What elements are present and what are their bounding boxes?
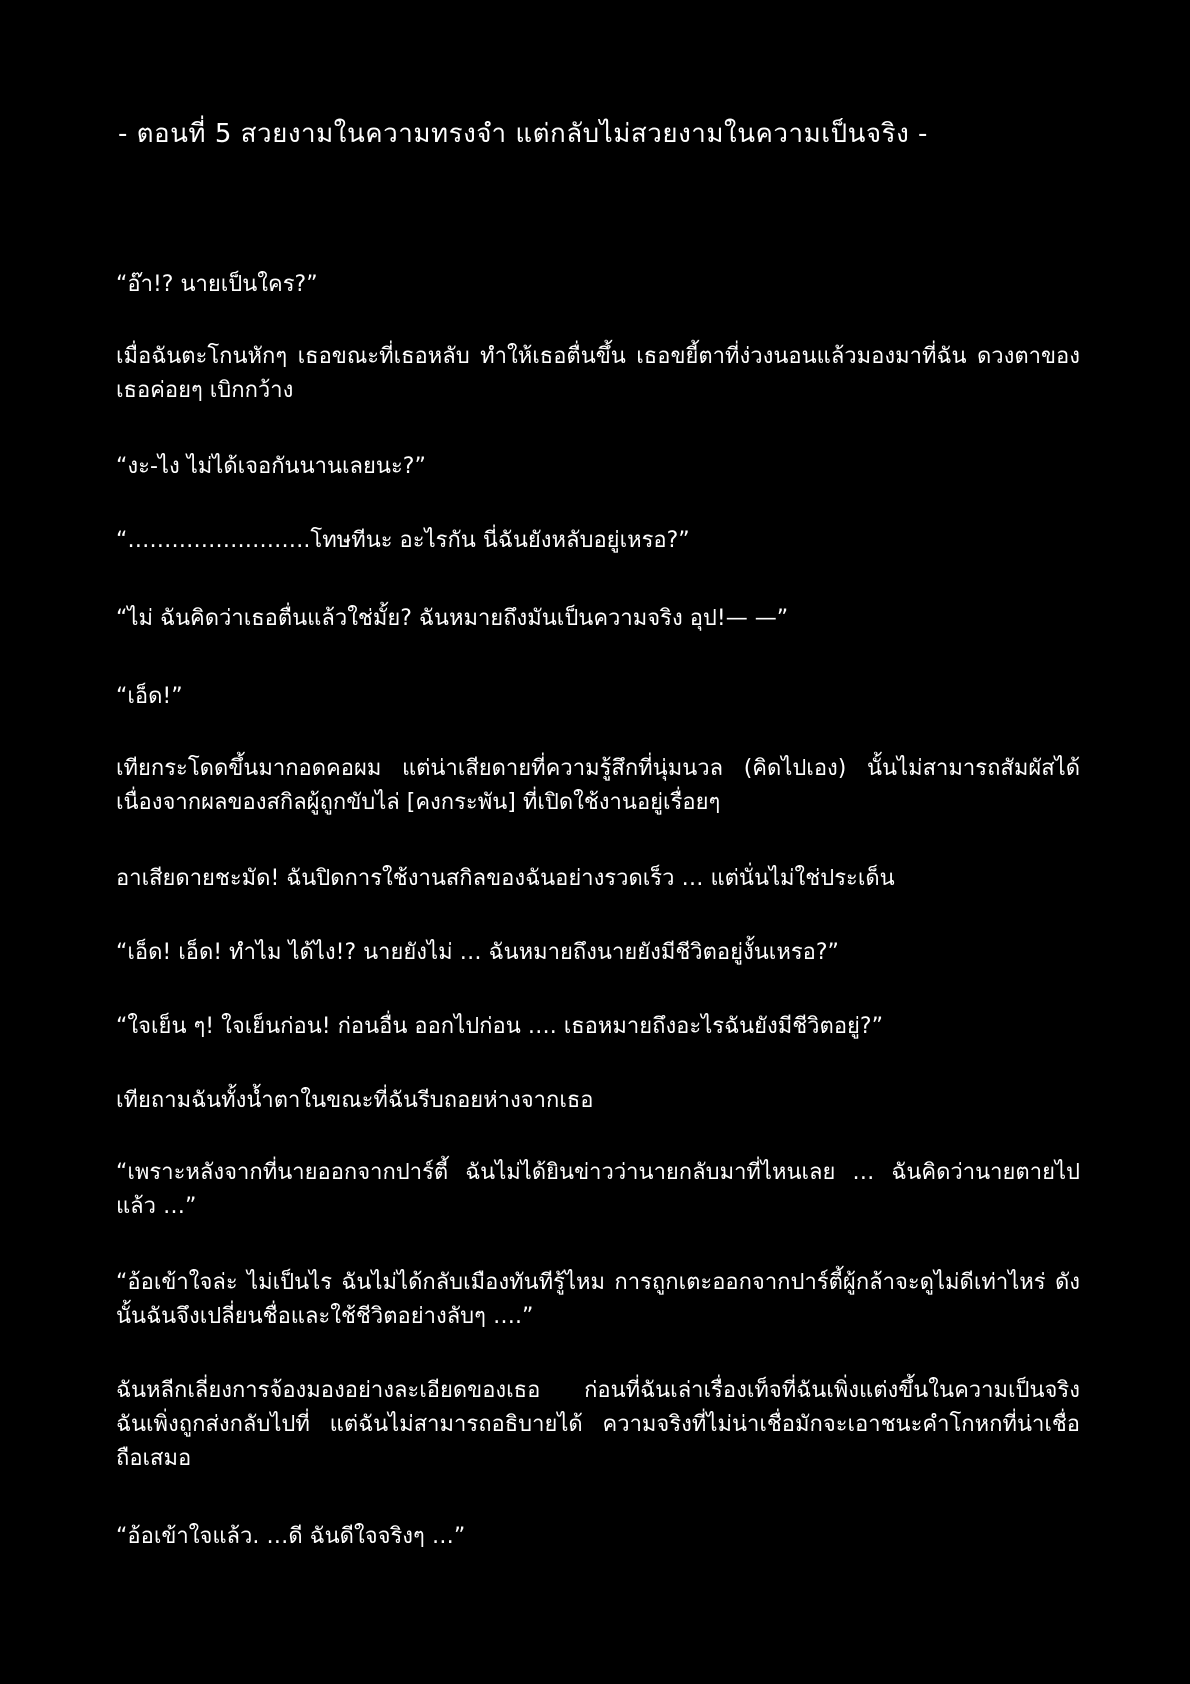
paragraph: เทียถามฉันทั้งน้ำตาในขณะที่ฉันรีบถอยห่างจากเธอ bbox=[116, 1088, 594, 1113]
paragraph: “ใจเย็น ๆ! ใจเย็นก่อน! ก่อนอื่น ออกไปก่อน …. เธอหมายถึงอะไรฉันยังมีชีวิตอยู่?” bbox=[116, 1014, 884, 1039]
paragraph: “…………………….โทษทีนะ อะไรกัน นี่ฉันยังหลับอยู่เหรอ?” bbox=[116, 528, 690, 553]
paragraph: “อ้อเข้าใจแล้ว. …ดี ฉันดีใจจริงๆ …” bbox=[116, 1524, 466, 1549]
paragraph: “เอ็ด! เอ็ด! ทำไม ได้ไง!? นายยังไม่ … ฉันหมายถึงนายยังมีชีวิตอยู่งั้นเหรอ?” bbox=[116, 940, 839, 965]
paragraph: ฉันหลีกเลี่ยงการจ้องมองอย่างละเอียดของเธอ ก่อนที่ฉันเล่าเรื่องเท็จที่ฉันเพิ่งแต่งขึ้นในความเป็นจริง ฉันเพิ่งถูกส่งกลับไปที่ แต่ฉันไม่สามารถอธิบายได้ ความจริงที่ไม่น่าเชื่อมักจะเอาชนะคำโกหกที่น่าเชื่อถือเสมอ bbox=[116, 1378, 1080, 1471]
paragraph: เทียกระโดดขึ้นมากอดคอผม แต่น่าเสียดายที่ความรู้สึกที่นุ่มนวล (คิดไปเอง) นั้นไม่สามารถสัมผัสได้เนื่องจากผลของสกิลผู้ถูกขับไล่ [คงกระพัน] ที่เปิดใช้งานอยู่เรื่อยๆ bbox=[116, 756, 1080, 815]
paragraph: “เอ็ด!” bbox=[116, 684, 183, 709]
paragraph: อาเสียดายชะมัด! ฉันปิดการใช้งานสกิลของฉันอย่างรวดเร็ว … แต่นั่นไม่ใช่ประเด็น bbox=[116, 866, 895, 891]
paragraph: “ไม่ ฉันคิดว่าเธอตื่นแล้วใช่มั้ย? ฉันหมายถึงมันเป็นความจริง อุป!— —” bbox=[116, 606, 789, 631]
paragraph: “อ๊า!? นายเป็นใคร?” bbox=[116, 272, 318, 297]
chapter-title: - ตอนที่ 5 สวยงามในความทรงจำ แต่กลับไม่สวยงามในความเป็นจริง - bbox=[118, 119, 928, 149]
paragraph: “งะ-ไง ไม่ได้เจอกันนานเลยนะ?” bbox=[116, 454, 426, 479]
paragraph: “เพราะหลังจากที่นายออกจากปาร์ตี้ ฉันไม่ได้ยินข่าวว่านายกลับมาที่ไหนเลย … ฉันคิดว่านายตายไปแล้ว …” bbox=[116, 1160, 1080, 1219]
paragraph: “อ้อเข้าใจล่ะ ไม่เป็นไร ฉันไม่ได้กลับเมืองทันทีรู้ไหม การถูกเตะออกจากปาร์ตี้ผู้กล้าจะดูไม่ดีเท่าไหร่ ดังนั้นฉันจึงเปลี่ยนชื่อและใช้ชีวิตอย่างลับๆ ….” bbox=[116, 1270, 1080, 1329]
paragraph: เมื่อฉันตะโกนหักๆ เธอขณะที่เธอหลับ ทำให้เธอตื่นขึ้น เธอขยี้ตาที่ง่วงนอนแล้วมองมาที่ฉัน ดวงตาของเธอค่อยๆ เบิกกว้าง bbox=[116, 344, 1080, 403]
